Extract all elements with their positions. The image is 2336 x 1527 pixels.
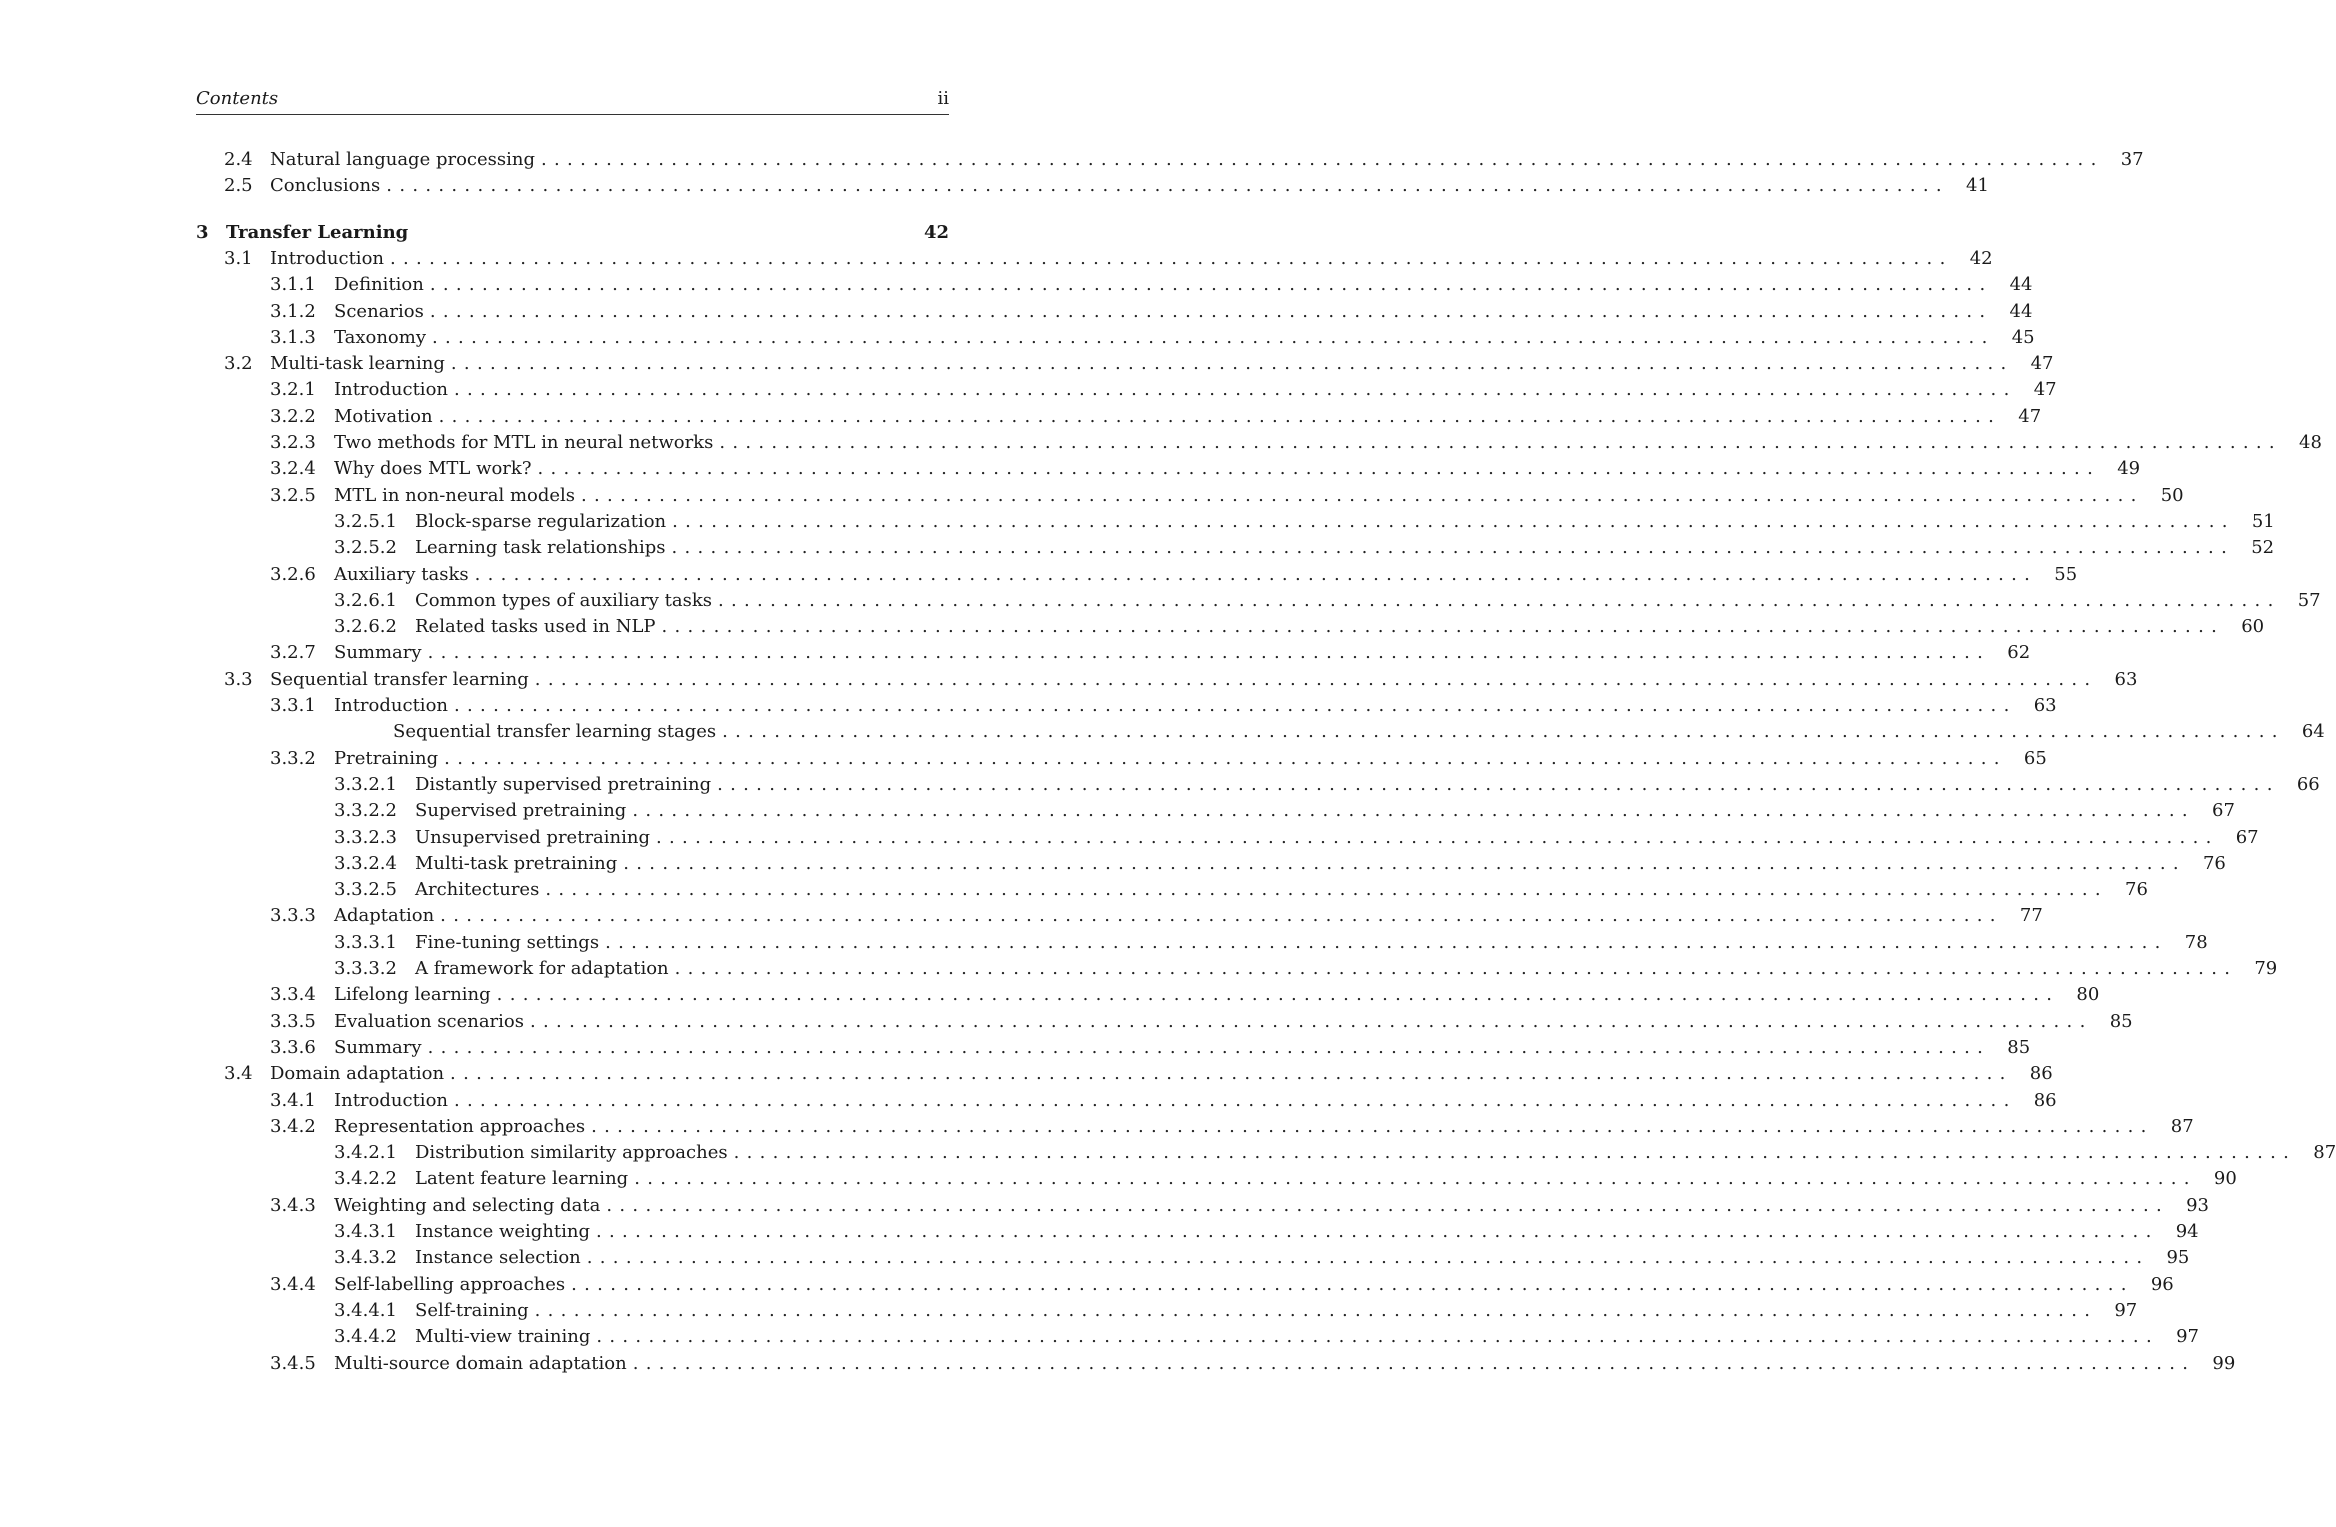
toc-entry-number: 3.3.3.1 bbox=[334, 931, 397, 953]
toc-entry-page: 86 bbox=[2029, 1063, 2053, 1085]
toc-entry-page: 80 bbox=[2076, 984, 2100, 1006]
toc-entry[interactable] bbox=[196, 956, 2278, 982]
toc-entry-page: 62 bbox=[2007, 642, 2031, 664]
toc-entry[interactable] bbox=[196, 456, 2141, 482]
toc-entry-number: 3.4.2.1 bbox=[334, 1142, 397, 1164]
toc-entry-number: 3.4.2.2 bbox=[334, 1168, 397, 1190]
toc-entry-number: 3.1 bbox=[224, 247, 253, 269]
leader-dots: ........................................................................................................................ bbox=[537, 458, 2101, 480]
leader-dots: ........................................................................................................................ bbox=[722, 721, 2285, 743]
toc-entry[interactable] bbox=[196, 1272, 2174, 1298]
toc-entry-title: Latent feature learning bbox=[415, 1168, 629, 1190]
toc-entry-number: 3.3.1 bbox=[270, 695, 316, 716]
toc-entry-page: 65 bbox=[2023, 747, 2047, 769]
leader-dots: ........................................................................................................................ bbox=[596, 1221, 2159, 1242]
toc-entry-page: 66 bbox=[2296, 773, 2320, 795]
leader-dots: ........................................................................................................................ bbox=[596, 1326, 2159, 1348]
toc-entry-title: Fine-tuning settings bbox=[415, 931, 600, 953]
leader-dots: ........................................................................................................................ bbox=[432, 326, 1995, 348]
toc-entry[interactable] bbox=[196, 746, 2047, 772]
toc-entry-title: Conclusions bbox=[270, 175, 381, 197]
toc-entry[interactable] bbox=[196, 693, 2057, 719]
leader-dots: ........................................................................................................................ bbox=[444, 747, 2007, 769]
toc-entry-title: Representation approaches bbox=[334, 1115, 586, 1137]
toc-entry[interactable] bbox=[196, 903, 2043, 929]
leader-dots: ........................................................................................................................ bbox=[733, 1142, 2297, 1164]
toc-entry[interactable] bbox=[196, 509, 2275, 535]
leader-dots: ........................................................................................................................ bbox=[656, 826, 2219, 848]
toc-entry-number: 3.4.3.1 bbox=[334, 1221, 397, 1242]
toc-entry-title: Instance weighting bbox=[415, 1221, 590, 1242]
toc-entry[interactable] bbox=[196, 667, 2138, 693]
leader-dots: ........................................................................................................................ bbox=[661, 616, 2225, 638]
toc-entry-title: Why does MTL work? bbox=[334, 458, 532, 480]
toc-entry-page: 47 bbox=[2018, 405, 2042, 427]
toc-entry-page: 87 bbox=[2170, 1115, 2194, 1137]
leader-dots: ........................................................................................................................ bbox=[440, 905, 2003, 927]
toc-entry-page: 45 bbox=[2011, 326, 2035, 348]
toc-entry-page: 63 bbox=[2114, 668, 2138, 690]
toc-entry-title: Weighting and selecting data bbox=[334, 1194, 601, 1216]
toc-entry[interactable] bbox=[196, 404, 2042, 430]
toc-entry-page: 47 bbox=[2030, 353, 2054, 375]
toc-entry-number: 3.3.2.5 bbox=[334, 879, 397, 901]
toc-entry[interactable] bbox=[196, 535, 2275, 561]
toc-entry[interactable] bbox=[196, 272, 2033, 298]
toc-entry-number: 3.2 bbox=[224, 353, 253, 375]
toc-entry-title: Definition bbox=[334, 274, 424, 296]
toc-entry-title: Multi-view training bbox=[415, 1326, 591, 1348]
toc-entry-number: 3.1.2 bbox=[270, 300, 316, 322]
toc-entry-title: Self-labelling approaches bbox=[334, 1273, 566, 1295]
toc-entry[interactable] bbox=[196, 982, 2100, 1008]
toc-entry-title: MTL in non-neural models bbox=[334, 484, 576, 506]
toc-entry-number: 3.4.4.2 bbox=[334, 1326, 397, 1348]
toc-entry-page: 44 bbox=[2009, 300, 2033, 322]
toc-entry[interactable] bbox=[196, 640, 2031, 666]
toc-entry-number: 3.2.7 bbox=[270, 642, 316, 664]
toc-entry-title: Common types of auxiliary tasks bbox=[415, 589, 712, 611]
leader-dots: ........................................................................................................................ bbox=[534, 1299, 2098, 1321]
toc-entry[interactable] bbox=[196, 1061, 2053, 1087]
toc-entry-title: Instance selection bbox=[415, 1247, 581, 1269]
leader-dots: ........................................................................................................................ bbox=[438, 405, 2002, 427]
leader-dots: ........................................................................................................................ bbox=[717, 589, 2281, 611]
toc-entry-title: Two methods for MTL in neural networks bbox=[334, 432, 714, 453]
toc-entry[interactable] bbox=[196, 1193, 2209, 1219]
leader-dots: ........................................................................................................................ bbox=[632, 1352, 2196, 1374]
toc-entry-title: Adaptation bbox=[334, 905, 435, 927]
toc-entry-number: 3.2.3 bbox=[270, 432, 316, 453]
toc-entry-page: 93 bbox=[2186, 1194, 2209, 1216]
toc-entry-title: Taxonomy bbox=[334, 326, 426, 348]
toc-entry[interactable] bbox=[196, 825, 2259, 851]
leader-dots: ........................................................................................................................ bbox=[545, 879, 2108, 901]
toc-entry[interactable] bbox=[196, 588, 2321, 614]
toc-entry-page: 47 bbox=[2033, 379, 2057, 401]
toc-entry-title: Multi-task pretraining bbox=[415, 852, 618, 874]
toc-entry-title: Motivation bbox=[334, 405, 433, 427]
toc-entry-title: Unsupervised pretraining bbox=[415, 826, 651, 848]
toc-entry-number: 3.4.5 bbox=[270, 1352, 316, 1374]
toc-entry-number: 3.4.1 bbox=[270, 1089, 316, 1111]
toc-entry-number: 3.3.6 bbox=[270, 1036, 316, 1058]
toc-entry-title: Transfer Learning bbox=[226, 221, 409, 243]
toc-entry-page: 96 bbox=[2150, 1273, 2174, 1295]
toc-entry[interactable] bbox=[196, 1114, 2194, 1140]
toc-entry-number: 3.3.2.2 bbox=[334, 800, 397, 822]
toc-entry-title: Evaluation scenarios bbox=[334, 1010, 524, 1032]
toc-entry-title: Pretraining bbox=[334, 747, 439, 769]
toc-entry-title: Related tasks used in NLP bbox=[415, 616, 656, 638]
toc-entry-number: 3.2.5.2 bbox=[334, 537, 397, 559]
toc-entry-page: 87 bbox=[2313, 1142, 2336, 1164]
leader-dots: ........................................................................................................................ bbox=[719, 432, 2282, 453]
toc-entry[interactable] bbox=[196, 614, 2265, 640]
toc-entry[interactable] bbox=[196, 483, 2184, 509]
toc-entry[interactable] bbox=[196, 1166, 2237, 1192]
toc-entry[interactable] bbox=[196, 1298, 2138, 1324]
toc-entry-page: 44 bbox=[2009, 274, 2033, 296]
toc-entry-number: 3.3.2.4 bbox=[334, 852, 397, 874]
toc-entry-number: 3.4.4 bbox=[270, 1273, 316, 1295]
toc-entry-title: Domain adaptation bbox=[270, 1063, 445, 1085]
leader-dots: ........................................................................................................................ bbox=[427, 642, 1991, 664]
toc-entry-number: 3.3.3 bbox=[270, 905, 316, 927]
toc-entry[interactable] bbox=[196, 1324, 2199, 1350]
toc-entry-title: Sequential transfer learning stages bbox=[393, 721, 717, 743]
leader-dots: ........................................................................................................................ bbox=[450, 1063, 2013, 1085]
toc-entry[interactable] bbox=[196, 1088, 2057, 1114]
leader-dots: ........................................................................................................................ bbox=[586, 1247, 2150, 1269]
toc-entry-number: 3.2.1 bbox=[270, 379, 316, 401]
leader-dots: ........................................................................................................................ bbox=[429, 274, 1993, 296]
toc-entry-title: Auxiliary tasks bbox=[334, 563, 469, 585]
toc-entry[interactable] bbox=[196, 1245, 2190, 1271]
leader-dots: ........................................................................................................................ bbox=[571, 1273, 2134, 1295]
toc-entry-title: Introduction bbox=[334, 379, 448, 401]
toc-entry-number: 3.4.4.1 bbox=[334, 1299, 397, 1321]
leader-dots: ........................................................................................................................ bbox=[717, 773, 2280, 795]
toc-entry-page: 77 bbox=[2019, 905, 2043, 927]
toc-entry[interactable] bbox=[196, 930, 2208, 956]
toc-entry-title: Summary bbox=[334, 642, 422, 664]
toc-entry[interactable] bbox=[196, 772, 2320, 798]
toc-entry-page: 42 bbox=[923, 221, 949, 243]
toc-entry-number: 3.2.2 bbox=[270, 405, 316, 427]
toc-entry-title: Multi-task learning bbox=[270, 353, 445, 375]
toc-entry-number: 3.2.4 bbox=[270, 458, 316, 480]
toc-entry-page: 97 bbox=[2114, 1299, 2138, 1321]
leader-dots: ........................................................................................................................ bbox=[429, 300, 1993, 322]
leader-dots: ........................................................................................................................ bbox=[541, 149, 2104, 170]
toc-entry-number: 3.3.2.1 bbox=[334, 773, 397, 795]
toc-entry-title: Distribution similarity approaches bbox=[415, 1142, 728, 1164]
leader-dots: ........................................................................................................................ bbox=[530, 1010, 2093, 1032]
toc-entry-page: 41 bbox=[1966, 175, 1989, 197]
leader-dots: ........................................................................................................................ bbox=[672, 510, 2235, 532]
toc-entry-number: 3.1.1 bbox=[270, 274, 316, 296]
toc-entry-page: 50 bbox=[2160, 484, 2184, 506]
toc-entry[interactable] bbox=[196, 1009, 2133, 1035]
leader-dots: ........................................................................................................................ bbox=[427, 1036, 1991, 1058]
toc-entry-title: Lifelong learning bbox=[334, 984, 491, 1006]
toc-entry-number: 2.4 bbox=[224, 149, 253, 170]
toc-entry-page: 79 bbox=[2254, 958, 2278, 979]
leader-dots: ........................................................................................................................ bbox=[454, 379, 2017, 401]
leader-dots: ........................................................................................................................ bbox=[591, 1115, 2154, 1137]
toc-entry[interactable] bbox=[196, 562, 2078, 588]
toc-entry-number: 3.3.2 bbox=[270, 747, 316, 769]
running-head: Contents bbox=[196, 88, 279, 109]
toc-entry-title: Summary bbox=[334, 1036, 422, 1058]
page-number: ii bbox=[937, 88, 949, 109]
toc-entry-number: 3.2.6.1 bbox=[334, 589, 397, 611]
toc-entry-number: 3.4.3.2 bbox=[334, 1247, 397, 1269]
toc-entry[interactable] bbox=[196, 377, 2057, 403]
toc-entry-title: Introduction bbox=[270, 247, 384, 269]
toc-entry-page: 57 bbox=[2297, 589, 2321, 611]
toc-entry-number: 3.2.6 bbox=[270, 563, 316, 585]
toc-entry[interactable] bbox=[196, 1351, 2236, 1377]
leader-dots: ........................................................................................................................ bbox=[674, 958, 2238, 979]
toc-entry-number: 3.3 bbox=[224, 668, 253, 690]
leader-dots: ........................................................................................................................ bbox=[534, 668, 2098, 690]
toc-entry-title: Scenarios bbox=[334, 300, 424, 322]
toc-entry-title: Sequential transfer learning bbox=[270, 668, 529, 690]
toc-entry-number: 3.1.3 bbox=[270, 326, 316, 348]
toc-entry[interactable] bbox=[196, 430, 2322, 456]
toc-entry-title: Self-training bbox=[415, 1299, 529, 1321]
toc-entry-number: 3.4.2 bbox=[270, 1115, 316, 1137]
toc-entry-title: Introduction bbox=[334, 695, 448, 716]
leader-dots: ........................................................................................................................ bbox=[454, 695, 2017, 716]
toc-entry-page: 37 bbox=[2120, 149, 2144, 170]
toc-entry[interactable] bbox=[196, 798, 2235, 824]
leader-dots: ........................................................................................................................ bbox=[581, 484, 2144, 506]
toc-entry-number: 3.2.6.2 bbox=[334, 616, 397, 638]
toc-entry-number: 2.5 bbox=[224, 175, 253, 197]
leader-dots: ........................................................................................................................ bbox=[474, 563, 2038, 585]
toc-entry-page: 85 bbox=[2109, 1010, 2133, 1032]
toc-entry[interactable] bbox=[196, 851, 2226, 877]
toc-entry[interactable] bbox=[196, 877, 2148, 903]
toc-chapter-entry[interactable] bbox=[196, 220, 949, 246]
toc-entry-title: Block-sparse regularization bbox=[415, 510, 667, 532]
toc-entry[interactable] bbox=[196, 351, 2054, 377]
toc-entry-page: 60 bbox=[2241, 616, 2265, 638]
leader-dots: ........................................................................................................................ bbox=[450, 353, 2014, 375]
toc-entry-page: 49 bbox=[2117, 458, 2141, 480]
toc-entry-number: 3.4.3 bbox=[270, 1194, 316, 1216]
toc-entry-page: 55 bbox=[2054, 563, 2078, 585]
leader-dots: ........................................................................................................................ bbox=[606, 1194, 2169, 1216]
toc-entry-page: 67 bbox=[2212, 800, 2235, 822]
page-header bbox=[196, 88, 949, 115]
toc-entry-title: Supervised pretraining bbox=[415, 800, 627, 822]
toc-entry-page: 78 bbox=[2184, 931, 2208, 953]
toc-entry-title: Architectures bbox=[415, 879, 540, 901]
toc-entry-number: 3.3.5 bbox=[270, 1010, 316, 1032]
toc-entry-page: 76 bbox=[2202, 852, 2226, 874]
toc-entry-page: 94 bbox=[2175, 1221, 2199, 1242]
toc-entry-page: 99 bbox=[2212, 1352, 2236, 1374]
toc-entry-page: 67 bbox=[2235, 826, 2259, 848]
toc-entry[interactable] bbox=[196, 325, 2035, 351]
toc-entry[interactable] bbox=[196, 1035, 2031, 1061]
toc-entry-number: 3.2.5.1 bbox=[334, 510, 397, 532]
toc-entry-page: 76 bbox=[2125, 879, 2148, 901]
leader-dots: ........................................................................................................................ bbox=[623, 852, 2186, 874]
toc-entry-title: Distantly supervised pretraining bbox=[415, 773, 712, 795]
toc-entry-number: 3 bbox=[196, 221, 209, 243]
toc-entry-page: 64 bbox=[2301, 721, 2325, 743]
leader-dots: ........................................................................................................................ bbox=[634, 1168, 2197, 1190]
toc-entry[interactable] bbox=[196, 147, 2144, 173]
toc-entry-page: 90 bbox=[2213, 1168, 2237, 1190]
toc-entry-number: 3.3.4 bbox=[270, 984, 316, 1006]
toc-entry[interactable] bbox=[196, 719, 2325, 745]
toc-entry-title: A framework for adaptation bbox=[415, 958, 669, 979]
toc-entry[interactable] bbox=[196, 1140, 2336, 1166]
toc-entry-number: 3.3.3.2 bbox=[334, 958, 397, 979]
toc-entry-page: 51 bbox=[2251, 510, 2275, 532]
leader-dots: ........................................................................................................................ bbox=[671, 537, 2235, 559]
leader-dots: ........................................................................................................................ bbox=[605, 931, 2168, 953]
leader-dots: ........................................................................................................................ bbox=[632, 800, 2195, 822]
leader-dots: ........................................................................................................................ bbox=[386, 175, 1949, 197]
toc-entry-number: 3.4 bbox=[224, 1063, 253, 1085]
toc-entry-page: 42 bbox=[1969, 247, 1993, 269]
toc-entry-title: Introduction bbox=[334, 1089, 448, 1111]
toc-entry-title: Natural language processing bbox=[270, 149, 535, 170]
toc-entry-number: 3.2.5 bbox=[270, 484, 316, 506]
toc-entry-number: 3.3.2.3 bbox=[334, 826, 397, 848]
leader-dots: ........................................................................................................................ bbox=[454, 1089, 2017, 1111]
leader-dots: ........................................................................................................................ bbox=[390, 247, 1953, 269]
toc-entry[interactable] bbox=[196, 173, 1989, 199]
toc-entry-page: 48 bbox=[2299, 432, 2322, 453]
toc-entry-page: 85 bbox=[2007, 1036, 2031, 1058]
toc-entry-title: Multi-source domain adaptation bbox=[334, 1352, 627, 1374]
toc-entry[interactable] bbox=[196, 246, 1993, 272]
toc-entry-page: 52 bbox=[2251, 537, 2275, 559]
toc-entry-page: 63 bbox=[2033, 695, 2057, 716]
toc-entry-page: 95 bbox=[2166, 1247, 2190, 1269]
toc-entry-page: 86 bbox=[2033, 1089, 2057, 1111]
toc-entry-title: Learning task relationships bbox=[415, 537, 666, 559]
toc-entry-page: 97 bbox=[2176, 1326, 2199, 1348]
leader-dots: ........................................................................................................................ bbox=[496, 984, 2060, 1006]
toc-entry[interactable] bbox=[196, 1219, 2199, 1245]
toc-entry[interactable] bbox=[196, 299, 2033, 325]
